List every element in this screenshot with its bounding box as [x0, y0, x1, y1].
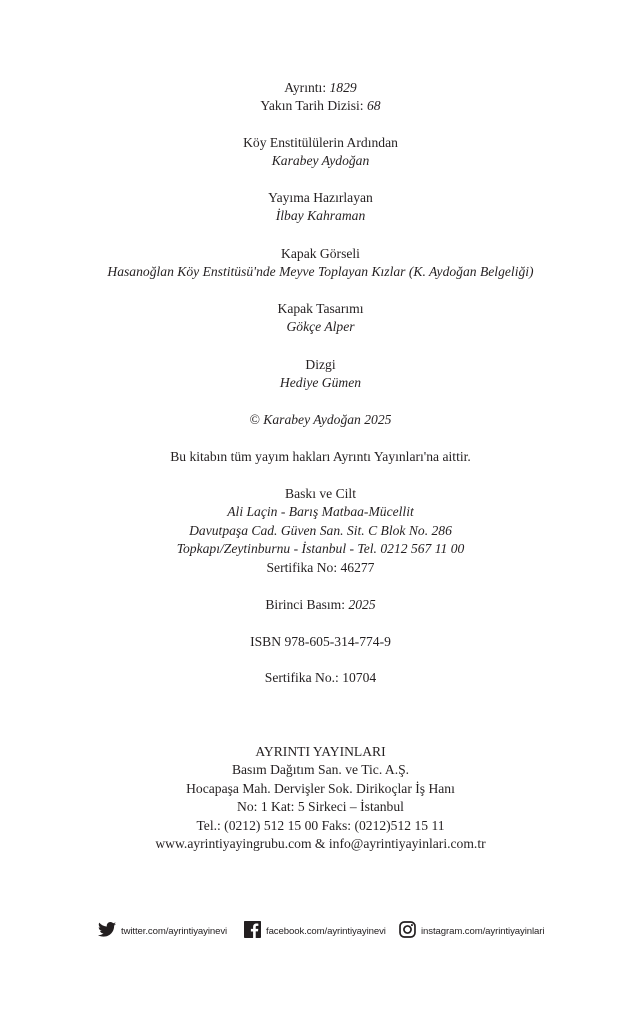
cover-image-caption: Hasanoğlan Köy Enstitüsü'nde Meyve Toplayan Kızlar (K. Aydoğan Belgeliği) — [107, 264, 534, 280]
editor-label: Yayıma Hazırlayan — [268, 190, 373, 205]
series-name-label: Yakın Tarih Dizisi: — [260, 98, 367, 114]
copyright-text: Karabey Aydoğan 2025 — [263, 412, 392, 427]
publisher-certificate — [0, 669, 641, 687]
first-edition-label: Birinci Basım: — [265, 597, 349, 612]
typesetting-label: Dizgi — [305, 357, 336, 372]
cover-image-info — [0, 245, 641, 282]
typesetting-name: Hediye Gümen — [279, 375, 362, 391]
instagram-icon — [399, 921, 416, 938]
series-name-number: 68 — [366, 98, 381, 114]
copyright-symbol: © — [249, 412, 264, 427]
publisher-info — [0, 743, 641, 853]
rights-text: Bu kitabın tüm yayım hakları Ayrıntı Yayınları'na aittir. — [170, 449, 471, 464]
copyright-line — [0, 411, 641, 429]
printing-label: Baskı ve Cilt — [285, 486, 356, 501]
publisher-address-line1: Hocapaşa Mah. Dervişler Sok. Dirikoçlar İş Hanı — [186, 780, 455, 796]
publisher-name: AYRINTI YAYINLARI — [255, 744, 386, 759]
isbn — [0, 633, 641, 651]
cover-design-name: Gökçe Alper — [286, 319, 355, 335]
series-number-label: Ayrıntı: — [284, 80, 330, 95]
isbn-text: ISBN 978-605-314-774-9 — [250, 634, 391, 649]
first-edition — [0, 596, 641, 614]
facebook-handle: facebook.com/ayrintiyayinevi — [266, 925, 386, 937]
publisher-company: Basım Dağıtım San. ve Tic. A.Ş. — [231, 762, 410, 778]
printer-name: Ali Laçin - Barış Matbaa-Mücellit — [227, 504, 414, 520]
twitter-link[interactable] — [98, 918, 227, 940]
publisher-phone: Tel.: (0212) 512 15 00 Faks: (0212)512 15 11 — [196, 817, 445, 833]
editor-info — [0, 189, 641, 226]
instagram-handle: instagram.com/ayrintiyayinlari — [421, 925, 545, 937]
rights-statement — [0, 448, 641, 466]
facebook-link[interactable] — [244, 918, 386, 940]
series-number-line — [0, 79, 641, 97]
series-name-line — [0, 97, 641, 115]
social-links — [96, 918, 556, 940]
first-edition-year: 2025 — [348, 597, 376, 612]
series-number: 1829 — [329, 80, 357, 95]
series-info — [0, 79, 641, 116]
publisher-address-line2: No: 1 Kat: 5 Sirkeci – İstanbul — [237, 799, 404, 815]
copyright — [0, 411, 641, 429]
book-author: Karabey Aydoğan — [271, 153, 370, 169]
first-edition-line — [0, 596, 641, 614]
publisher-web[interactable]: www.ayrintiyayingrubu.com & info@ayrintiyayinlari.com.tr — [155, 836, 486, 852]
twitter-handle: twitter.com/ayrintiyayinevi — [121, 925, 228, 937]
printer-certificate: Sertifika No: 46277 — [266, 559, 375, 575]
twitter-icon — [98, 922, 116, 937]
cover-design-info — [0, 300, 641, 337]
printer-location: Topkapı/Zeytinburnu - İstanbul - Tel. 0212 567 11 00 — [176, 541, 465, 557]
editor-name: İlbay Kahraman — [275, 208, 366, 224]
publisher-certificate-text: Sertifika No.: 10704 — [264, 670, 377, 685]
book-title: Köy Enstitülülerin Ardından — [243, 135, 398, 150]
book-info — [0, 134, 641, 171]
instagram-link[interactable] — [399, 918, 544, 940]
printing-info — [0, 485, 641, 577]
cover-image-label: Kapak Görseli — [281, 246, 360, 261]
printer-address: Davutpaşa Cad. Güven San. Sit. C Blok No. 286 — [189, 522, 452, 538]
cover-design-label: Kapak Tasarımı — [277, 301, 364, 316]
facebook-icon — [244, 921, 261, 938]
typesetting-info — [0, 356, 641, 393]
